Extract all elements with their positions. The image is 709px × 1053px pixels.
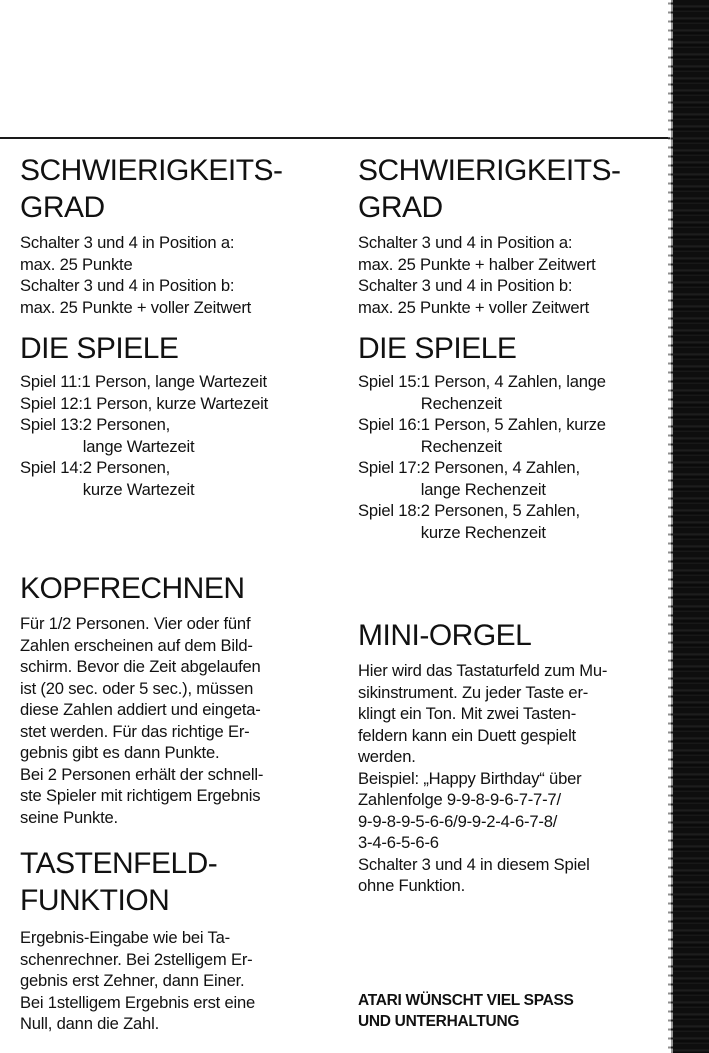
text-line: Für 1/2 Personen. Vier oder fünf [20,614,251,633]
difficulty-section-right [358,152,663,318]
text-line: diese Zahlen addiert und eingeta- [20,700,261,719]
list-item: Spiel 15: 1 Person, 4 Zahlen, lange Rechenzeit [358,372,606,413]
text-line: werden. [358,747,416,766]
text-line: Null, dann die Zahl. [20,1014,159,1033]
text-line: schenrechner. Bei 2stelligem Er- [20,949,253,969]
kopfrechnen-section [20,570,330,828]
list-item: Spiel 12: 1 Person, kurze Wartezeit [20,393,269,413]
text-line: ohne Funktion. [358,876,465,895]
difficulty-section-left [20,152,330,318]
text-line: Zahlen erscheinen auf dem Bild- [20,635,253,655]
right-column [358,152,663,543]
tastenfeld-text [20,927,330,1035]
text-line: max. 25 Punkte [20,254,133,274]
tastenfeld-section [20,845,330,1035]
difficulty-text-right [358,232,663,318]
text-line: Schalter 3 und 4 in Position b: [20,276,235,295]
text-line: feldern kann ein Duett gespielt [358,725,576,745]
text-line: max. 25 Punkte + voller Zeitwert [20,297,252,317]
list-item: Spiel 16: 1 Person, 5 Zahlen, kurze Rechenzeit [358,415,606,456]
games-title-right: DIE SPIELE [358,332,517,365]
text-line: Schalter 3 und 4 in Position a: [20,233,235,252]
text-line: 9-9-8-9-5-6-6/9-9-2-4-6-7-8/ [358,811,558,831]
page-binding-edge [671,0,709,1053]
text-line: Schalter 3 und 4 in Position b: [358,276,573,295]
list-item: Spiel 14: 2 Personen, kurze Wartezeit [20,458,195,499]
closing-message: ATARI WÜNSCHT VIEL SPASS UND UNTERHALTUNG [358,992,574,1030]
difficulty-text-left [20,232,330,318]
text-line: Ergebnis-Eingabe wie bei Ta- [20,928,230,947]
left-column [20,152,330,500]
text-line: Bei 2 Personen erhält der schnell- [20,764,264,784]
tastenfeld-title: TASTENFELD- FUNKTION [20,847,218,917]
list-item: Spiel 11: 1 Person, lange Wartezeit [20,372,267,391]
text-line: 3-4-6-5-6-6 [358,833,439,852]
games-section-right [358,330,663,543]
text-line: Zahlenfolge 9-9-8-9-6-7-7-7/ [358,790,561,809]
text-line: max. 25 Punkte + voller Zeitwert [358,297,590,317]
orgel-title: MINI-ORGEL [358,619,532,652]
text-line: seine Punkte. [20,807,118,827]
orgel-section [358,617,663,897]
text-line: Schalter 3 und 4 in diesem Spiel [358,854,590,874]
kopfrechnen-text [20,613,330,828]
text-line: ist (20 sec. oder 5 sec.), müssen [20,678,254,698]
kopfrechnen-title: KOPFRECHNEN [20,572,245,605]
difficulty-title-left: SCHWIERIGKEITS- GRAD [20,154,283,224]
list-item: Spiel 17: 2 Personen, 4 Zahlen, lange Rechenzeit [358,458,580,499]
text-line: max. 25 Punkte + halber Zeitwert [358,254,596,274]
top-rule [0,137,670,139]
text-line: ste Spieler mit richtigem Ergebnis [20,786,261,805]
list-item: Spiel 13: 2 Personen, lange Wartezeit [20,415,195,456]
text-line: gebnis erst Zehner, dann Einer. [20,971,245,990]
games-list-right [358,371,663,543]
list-item: Spiel 18: 2 Personen, 5 Zahlen, kurze Rechenzeit [358,501,580,542]
text-line: Schalter 3 und 4 in Position a: [358,233,573,252]
text-line: klingt ein Ton. Mit zwei Tasten- [358,704,577,723]
text-line: stet werden. Für das richtige Er- [20,721,250,741]
text-line: schirm. Bevor die Zeit abgelaufen [20,657,261,676]
difficulty-title-right: SCHWIERIGKEITS- GRAD [358,154,621,224]
games-list-left [20,371,330,500]
text-line: sikinstrument. Zu jeder Taste er- [358,682,589,702]
orgel-text [358,660,663,897]
games-section-left [20,330,330,500]
text-line: Hier wird das Tastaturfeld zum Mu- [358,661,608,680]
games-title-left: DIE SPIELE [20,332,179,365]
text-line: Bei 1stelligem Ergebnis erst eine [20,992,256,1012]
text-line: gebnis gibt es dann Punkte. [20,743,220,762]
text-line: Beispiel: „Happy Birthday“ über [358,768,582,788]
